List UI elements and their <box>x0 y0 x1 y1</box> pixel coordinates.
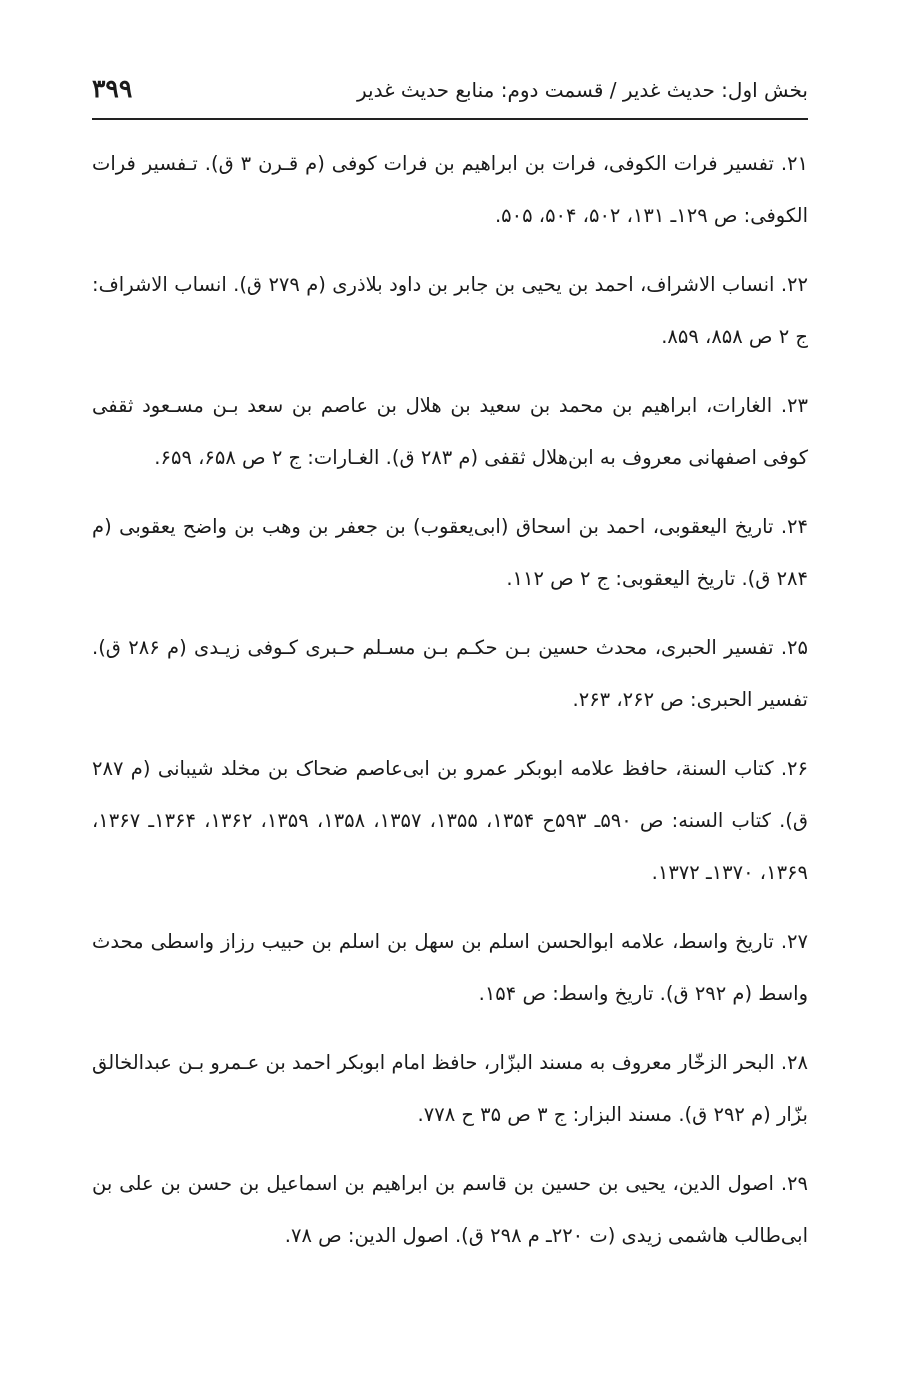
source-entry-21: ۲۱. تفسیر فرات الکوفی، فرات بن ابراهیم بن فرات کوفی (م قـرن ۳ ق). تـفسیر فرات الکوفی: ص ۱۲۹ـ ۱۳۱، ۵۰۲، ۵۰۴، ۵۰۵. <box>92 152 808 227</box>
source-entry-24: ۲۴. تاریخ الیعقوبی، احمد بن اسحاق (ابی‌یعقوب) بن جعفر بن وهب بن واضح یعقوبی (م ۲۸۴ ق). تاریخ الیعقوبی: ج ۲ ص ۱۱۲. <box>92 515 808 590</box>
source-entry-27: ۲۷. تاریخ واسط، علامه ابوالحسن اسلم بن سهل بن اسلم بن حبیب رزاز واسطی محدث واسط (م ۲۹۲ ق). تاریخ واسط: ص ۱۵۴. <box>92 930 808 1005</box>
source-entry-26: ۲۶. کتاب السنة، حافظ علامه ابوبکر عمرو بن ابی‌عاصم ضحاک بن مخلد شیبانی (م ۲۸۷ ق). کتاب السنه: ص ۵۹۰ـ ۵۹۳ح ۱۳۵۴، ۱۳۵۵، ۱۳۵۷، ۱۳۵۸، ۱۳۵۹، ۱۳۶۲، ۱۳۶۴ـ ۱۳۶۷، ۱۳۶۹، ۱۳۷۰ـ ۱۳۷۲. <box>92 757 809 884</box>
source-entry-28: ۲۸. البحر الزخّار معروف به مسند البزّار، حافظ امام ابوبکر احمد بن عـمرو بـن عبدالخالق بزّار (م ۲۹۲ ق). مسند البزار: ج ۳ ص ۳۵ ح ۷۷۸. <box>92 1051 808 1126</box>
page-header <box>92 70 808 120</box>
source-entry-25: ۲۵. تفسیر الحبری، محدث حسین بـن حکـم بـن مسـلم حـبری کـوفی زیـدی (م ۲۸۶ ق). تفسیر الحبری: ص ۲۶۲، ۲۶۳. <box>92 636 808 711</box>
source-entry-22: ۲۲. انساب الاشراف، احمد بن یحیی بن جابر بن داود بلاذری (م ۲۷۹ ق). انساب الاشراف: ج ۲ ص ۸۵۸، ۸۵۹. <box>92 273 808 348</box>
source-list <box>92 138 808 1279</box>
page-number: ۳۹۹ <box>92 74 133 103</box>
source-entry-23: ۲۳. الغارات، ابراهیم بن محمد بن سعید بن هلال بن عاصم بن سعد بـن مسـعود ثقفی کوفی اصفهانی معروف به ابن‌هلال ثقفی (م ۲۸۳ ق). الغـارات: ج ۲ ص ۶۵۸، ۶۵۹. <box>92 394 808 469</box>
source-entry-29: ۲۹. اصول الدین، یحیی بن حسین بن قاسم بن ابراهیم بن اسماعیل بن حسن بن علی بن ابی‌طالب هاشمی زیدی (ت ۲۲۰ـ م ۲۹۸ ق). اصول الدین: ص ۷۸. <box>92 1172 808 1247</box>
running-head: بخش اول: حدیث غدیر / قسمت دوم: منابع حدیث غدیر <box>356 78 808 102</box>
